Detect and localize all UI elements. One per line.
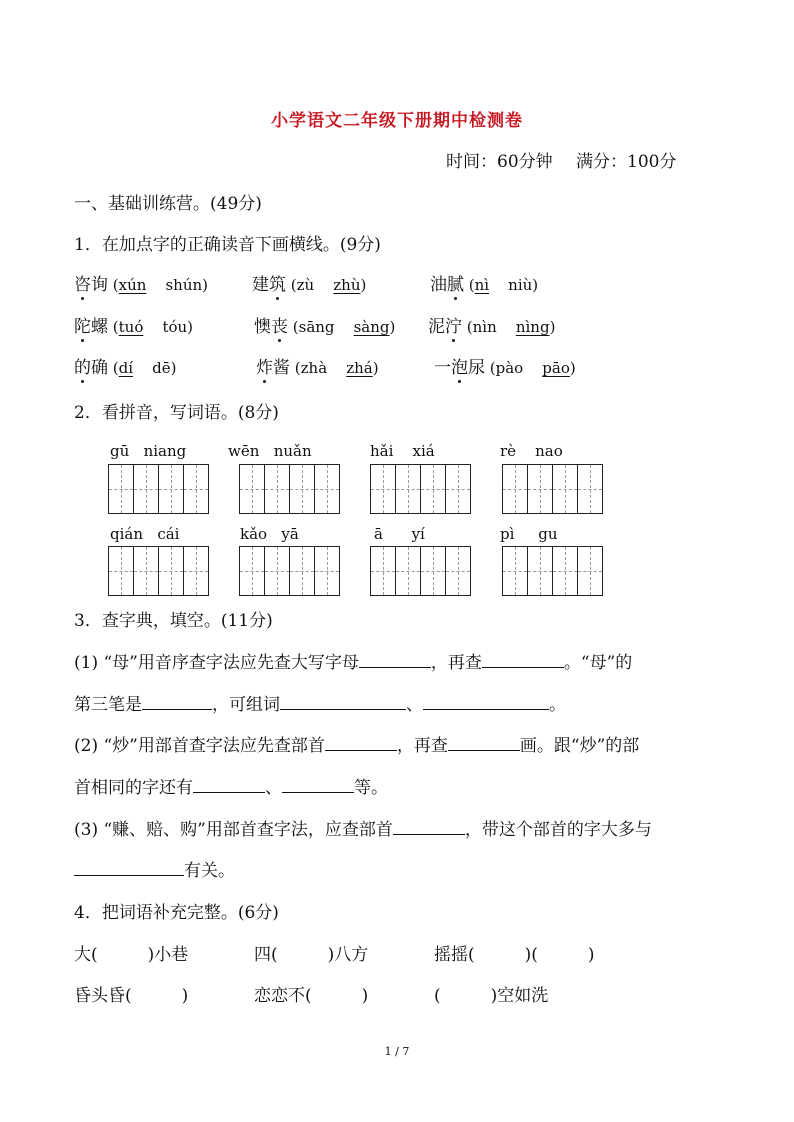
exam-time: 时间：60分钟 xyxy=(446,152,553,172)
writing-grid[interactable] xyxy=(239,464,340,514)
writing-grid[interactable] xyxy=(502,464,603,514)
section-heading: 一、基础训练营。(49分) xyxy=(74,194,262,214)
q3-line: (1) “母”用音序查字法应先查大写字母 ，再查 。“母”的 xyxy=(74,648,632,673)
answer-blank[interactable] xyxy=(359,650,431,668)
pinyin-label: rè nao xyxy=(500,442,563,460)
page-title: 小学语文二年级下册期中检测卷 xyxy=(271,111,523,131)
question-3-title: 3．查字典，填空。(11分) xyxy=(74,611,273,631)
q3-line: (2) “炒”用部首查字法应先查部首 ，再查 画。跟“炒”的部 xyxy=(74,731,639,756)
answer-blank[interactable] xyxy=(325,733,397,751)
pinyin-label: qián cái xyxy=(110,525,180,543)
answer-blank[interactable] xyxy=(448,733,520,751)
q1-item: 陀螺 (tuó tóu) xyxy=(74,312,193,337)
writing-grid[interactable] xyxy=(108,546,209,596)
pinyin-label: ā yí xyxy=(374,525,425,543)
idiom-fill: 四( )八方 xyxy=(254,945,369,965)
answer-blank[interactable] xyxy=(482,650,564,668)
question-1-title: 1．在加点字的正确读音下画横线。(9分) xyxy=(74,235,381,255)
page-number: 1 / 7 xyxy=(384,1045,410,1058)
answer-blank[interactable] xyxy=(393,817,465,835)
q3-line: 首相同的字还有 、 等。 xyxy=(74,773,388,798)
q1-item: 炸酱 (zhà zhá) xyxy=(256,353,379,378)
answer-blank[interactable] xyxy=(282,775,354,793)
pinyin-label: gū niang xyxy=(110,442,187,460)
q1-item: 一泡尿 (pào pāo) xyxy=(434,353,576,378)
answer-blank[interactable] xyxy=(280,692,406,710)
pinyin-label: kǎo yā xyxy=(240,525,299,543)
answer-blank[interactable] xyxy=(74,858,184,876)
exam-meta xyxy=(446,147,695,172)
pinyin-label: hǎi xiá xyxy=(370,442,435,460)
q1-item: 懊丧 (sāng sàng) xyxy=(254,312,395,337)
idiom-fill: ( )空如洗 xyxy=(434,986,549,1006)
idiom-fill: 昏头昏( ) xyxy=(74,986,189,1006)
q3-line: (3) “赚、赔、购”用部首查字法，应查部首 ，带这个部首的字大多与 xyxy=(74,815,652,840)
question-2-title: 2．看拼音，写词语。(8分) xyxy=(74,403,279,423)
answer-blank[interactable] xyxy=(423,692,549,710)
pinyin-label: pì gu xyxy=(500,525,558,543)
q1-item: 建筑 (zù zhù) xyxy=(252,270,366,295)
q3-line: 有关。 xyxy=(74,856,235,881)
idiom-fill: 摇摇( )( ) xyxy=(434,945,595,965)
pinyin-label: wēn nuǎn xyxy=(228,442,312,460)
writing-grid[interactable] xyxy=(502,546,603,596)
q1-item: 咨询 (xún shún) xyxy=(74,270,208,295)
writing-grid[interactable] xyxy=(239,546,340,596)
answer-blank[interactable] xyxy=(193,775,265,793)
q3-line: 第三笔是 ，可组词 、 。 xyxy=(74,690,566,715)
writing-grid[interactable] xyxy=(370,464,471,514)
idiom-fill: 恋恋不( ) xyxy=(254,986,369,1006)
q1-item: 泥泞 (nìn nìng) xyxy=(428,312,555,337)
q1-item: 油腻 (nì niù) xyxy=(430,270,538,295)
answer-blank[interactable] xyxy=(142,692,212,710)
idiom-fill: 大( )小巷 xyxy=(74,945,189,965)
writing-grid[interactable] xyxy=(108,464,209,514)
exam-score: 满分：100分 xyxy=(576,152,677,172)
writing-grid[interactable] xyxy=(370,546,471,596)
question-4-title: 4．把词语补充完整。(6分) xyxy=(74,903,279,923)
q1-item: 的确 (dí dē) xyxy=(74,353,176,378)
